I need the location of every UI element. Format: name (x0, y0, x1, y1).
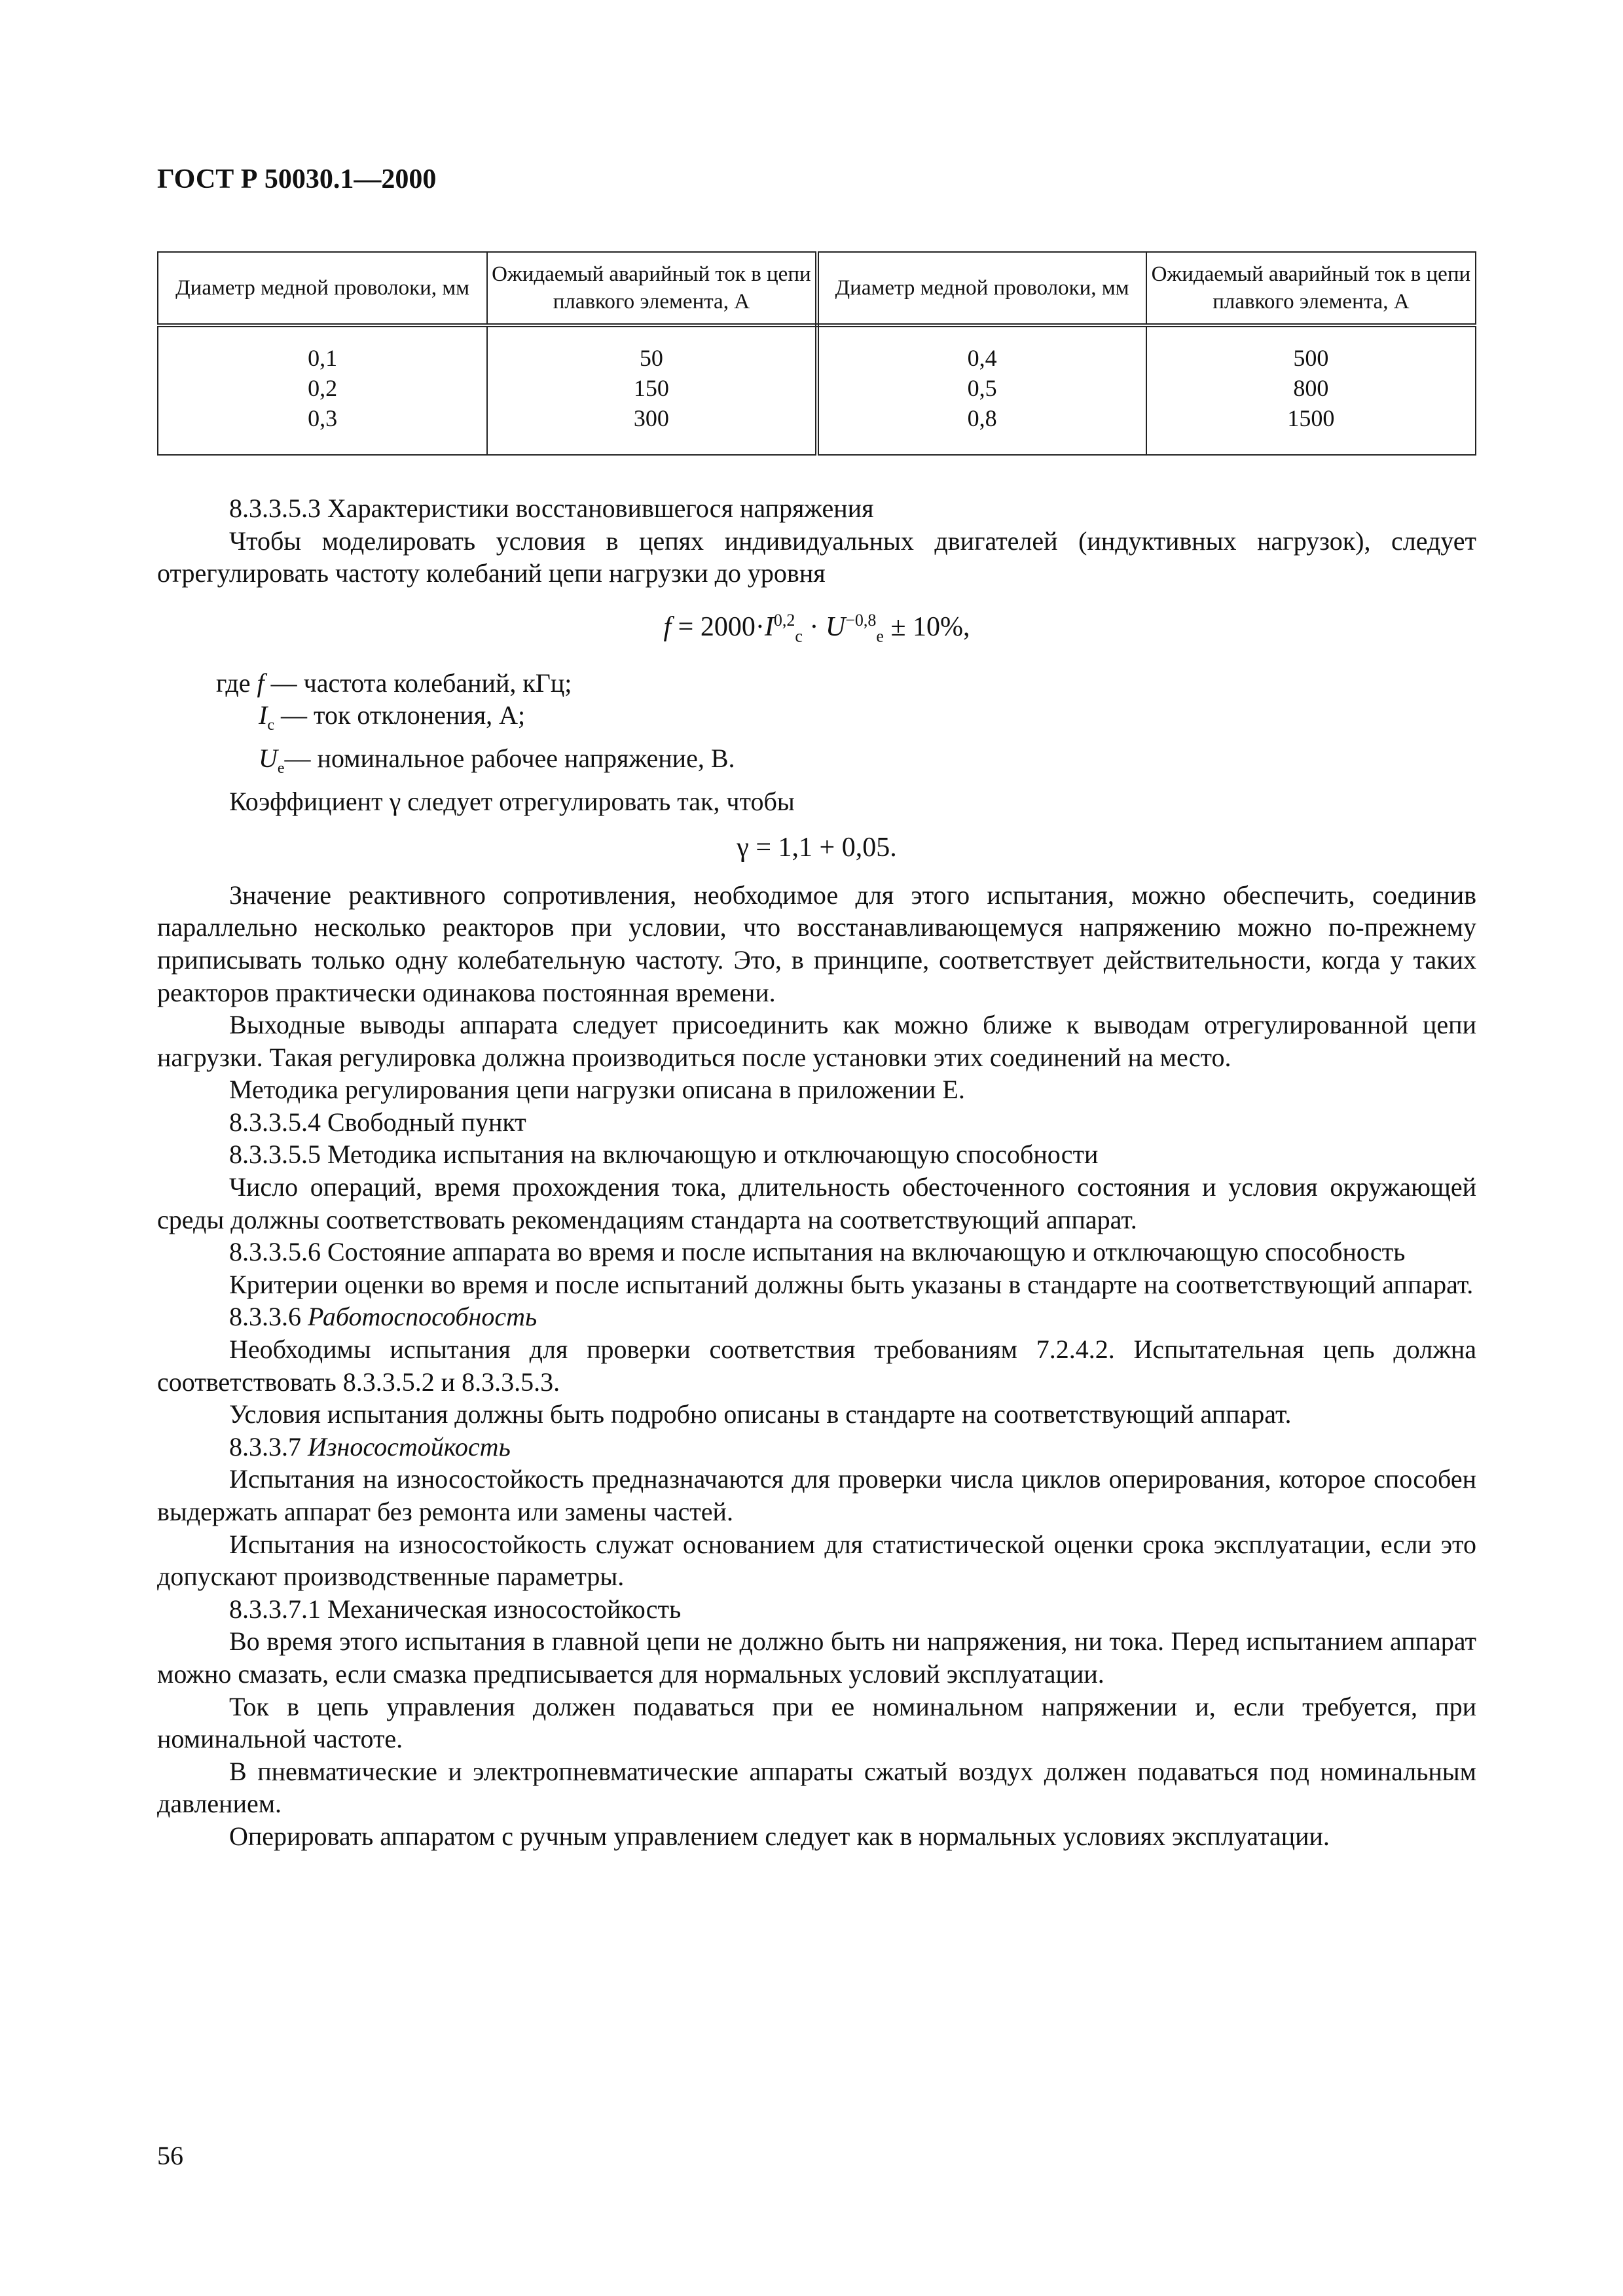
table-cell (487, 325, 816, 455)
formula-sub: e (876, 626, 884, 646)
table-cell (158, 325, 487, 455)
table-header-row (158, 252, 1476, 325)
cell-value: 0,3 (308, 405, 338, 431)
section-heading: 8.3.3.5.4 Свободный пункт (229, 1107, 526, 1137)
paragraph: Необходимы испытания для проверки соответствия требованиям 7.2.4.2. Испытательная цепь должна соответствовать 8.3.3.5.2 и 8.3.3.5.3. (157, 1335, 1476, 1397)
cell-value: 1500 (1287, 405, 1335, 431)
paragraph: Методика регулирования цепи нагрузки описана в приложении Е. (229, 1075, 965, 1105)
formula-sup: 0,2 (773, 610, 795, 630)
paragraph: Число операций, время прохождения тока, длительность обесточенного состояния и условия окружающей среды должны соответствовать рекомендациям стандарта на соответствующий аппарат. (157, 1172, 1476, 1234)
table-cell (817, 325, 1146, 455)
cell-value: 0,4 (967, 345, 997, 371)
formula-var: I (764, 611, 774, 642)
definition-symbol: I (259, 700, 268, 730)
formula-sup: −0,8 (845, 610, 877, 630)
cell-value: 500 (1293, 345, 1329, 371)
paragraph: Значение реактивного сопротивления, необходимое для этого испытания, можно обеспечить, соединив параллельно несколько реакторов при условии, что восстанавливающемуся напряжению можно по-прежнему приписывать только одну колебательную частоту. Это, в принципе, соответствует действительности, когда у таких реакторов практически одинакова постоянная времени. (157, 880, 1476, 1007)
paragraph: Во время этого испытания в главной цепи не должно быть ни напряжения, ни тока. Перед испытанием аппарат можно смазать, если смазка предписывается для нормальных условий эксплуатации. (157, 1626, 1476, 1689)
section-title: Износостойкость (308, 1431, 511, 1462)
cell-value: 800 (1293, 375, 1329, 401)
section-title: Работоспособность (308, 1302, 538, 1332)
paragraph: Испытания на износостойкость предназначаются для проверки числа циклов оперирования, которое способен выдержать аппарат без ремонта или замены частей. (157, 1464, 1476, 1527)
table-cell (1146, 325, 1476, 455)
section-heading: 8.3.3.5.5 Методика испытания на включающую и отключающую способности (229, 1139, 1099, 1170)
paragraph: В пневматические и электропневматические аппараты сжатый воздух должен подаваться под номинальным давлением. (157, 1756, 1476, 1819)
section-number: 8.3.3.7 (229, 1431, 308, 1462)
paragraph: Испытания на износостойкость служат основанием для статистической оценки срока эксплуатации, если это допускают производственные параметры. (157, 1529, 1476, 1592)
table-row (158, 325, 1476, 455)
formula-text: = 2000· (678, 611, 765, 642)
paragraph: Условия испытания должны быть подробно описаны в стандарте на соответствующий аппарат. (229, 1399, 1292, 1429)
definition-symbol: U (259, 743, 278, 773)
table-header-cell: Диаметр медной проволоки, мм (158, 252, 487, 325)
cell-value: 0,8 (967, 405, 997, 431)
section-heading: 8.3.3.7.1 Механическая износостойкость (229, 1594, 682, 1624)
table-header-cell: Диаметр медной проволоки, мм (817, 252, 1146, 325)
formula-text: ± 10%, (890, 611, 970, 642)
paragraph: Чтобы моделировать условия в цепях индивидуальных двигателей (индуктивных нагрузок), следует отрегулировать частоту колебаний цепи нагрузки до уровня (157, 526, 1476, 588)
definition-sub: c (267, 717, 274, 734)
cell-value: 0,1 (308, 345, 338, 371)
paragraph: Выходные выводы аппарата следует присоединить как можно ближе к выводам отрегулированной цепи нагрузки. Такая регулировка должна производиться после установки этих соединений на место. (157, 1010, 1476, 1072)
definition-text: — частота колебаний, кГц; (264, 668, 572, 698)
definition-text: — ток отклонения, А; (274, 700, 526, 730)
table-header-cell: Ожидаемый аварийный ток в цепи плавкого элемента, А (487, 252, 816, 325)
paragraph: Коэффициент γ следует отрегулировать так, чтобы (229, 786, 795, 816)
definition-line (157, 667, 1476, 700)
section-heading: 8.3.3.5.6 Состояние аппарата во время и после испытания на включающую и отключающую способность (229, 1237, 1406, 1267)
section-heading (157, 1300, 1476, 1333)
section-heading (157, 1431, 1476, 1463)
cell-value: 0,2 (308, 375, 338, 401)
section-heading: 8.3.3.5.3 Характеристики восстановившегося напряжения (229, 493, 874, 523)
paragraph: Ток в цепь управления должен подаваться при ее номинальном напряжении и, если требуется, при номинальной частоте. (157, 1691, 1476, 1754)
section-number: 8.3.3.6 (229, 1302, 308, 1332)
cell-value: 50 (639, 345, 663, 371)
body-text (157, 492, 1476, 1853)
definition-label: где (216, 668, 251, 698)
definition-sub: e (277, 759, 285, 777)
definition-line (157, 742, 1476, 785)
formula-var: f (663, 611, 672, 642)
document-header: ГОСТ Р 50030.1—2000 (157, 164, 437, 194)
wire-current-table (157, 251, 1476, 456)
paragraph: Оперировать аппаратом с ручным управлением следует как в нормальных условиях эксплуатации. (229, 1821, 1330, 1851)
cell-value: 0,5 (967, 375, 997, 401)
definition-line (157, 699, 1476, 742)
definition-symbol: f (257, 668, 264, 698)
page-number: 56 (157, 2141, 183, 2170)
paragraph: Критерии оценки во время и после испытаний должны быть указаны в стандарте на соответствующий аппарат. (229, 1269, 1474, 1299)
cell-value: 150 (633, 375, 669, 401)
formula-gamma: γ = 1,1 + 0,05. (737, 833, 897, 863)
formula-var: U (825, 611, 846, 642)
definition-text: — номинальное рабочее напряжение, В. (284, 743, 735, 773)
cell-value: 300 (633, 405, 669, 431)
formula-frequency: $f = 2000\cdot I^{0,2}_c \cdot U^{-0,8}_e \pm 10\%$, (663, 610, 970, 646)
formula-sub: c (795, 626, 803, 646)
table-header-cell: Ожидаемый аварийный ток в цепи плавкого элемента, А (1146, 252, 1476, 325)
